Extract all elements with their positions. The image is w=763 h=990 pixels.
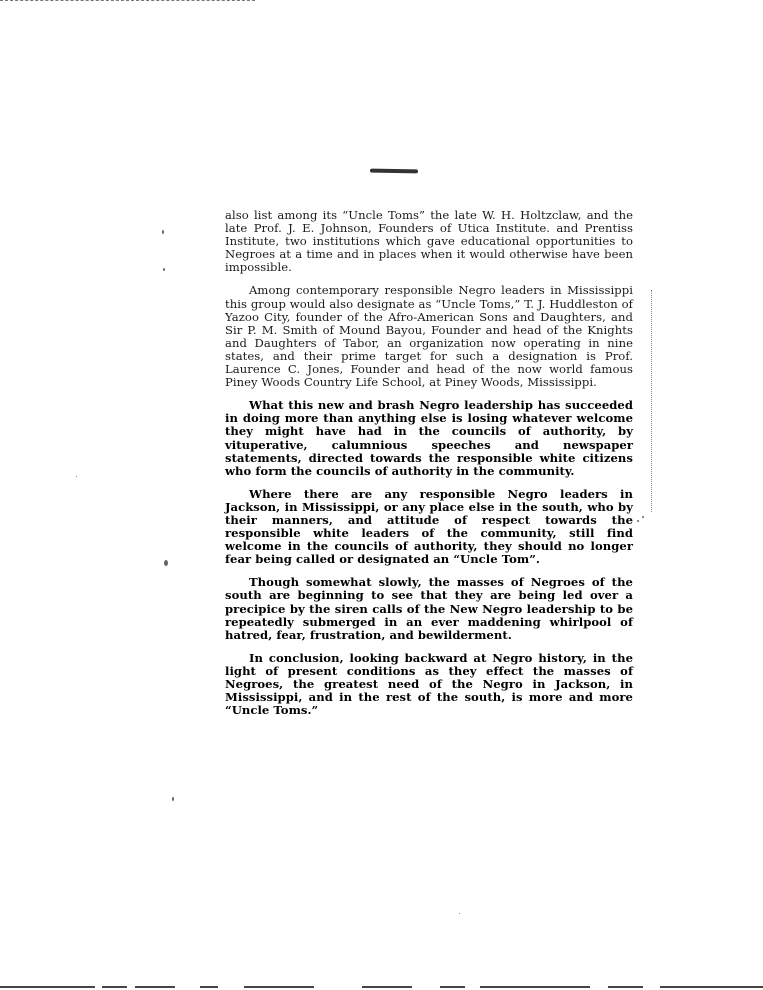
bottom-edge-line [440, 986, 465, 988]
margin-scan-line [651, 290, 652, 512]
bottom-edge-line [244, 986, 314, 988]
top-edge-perforation [0, 0, 255, 1]
scan-speck [459, 913, 460, 914]
bottom-edge-line [362, 986, 412, 988]
bottom-edge-line [200, 986, 218, 988]
paragraph-3: What this new and brash Negro leadership has succeeded in doing more than anything else is losing whatever welcome they might have had in the councils of authority, by vituperative, calumnious speeches and newspaper statements, directed towards the responsible white citizens who form the councils of authority in the community. [225, 398, 633, 478]
paragraph-2: Among contemporary responsible Negro leaders in Mississippi this group would also designate as “Uncle Toms,” T. J. Huddleston of Yazoo City, founder of the Afro-American Sons and Daughters, and Sir P. M. Smith of Mound Bayou, Founder and head of the Knights and Daughters of Tabor, an organization now operating in nine states, and their prime target for such a designation is Prof. Laurence C. Jones, Founder and head of the now world famous Piney Woods Country Life School, at Piney Woods, Mississippi. [225, 283, 633, 390]
bottom-edge-line [480, 986, 590, 988]
bottom-edge-line [135, 986, 175, 988]
bottom-edge-line [608, 986, 643, 988]
bottom-edge-line [660, 986, 763, 988]
paragraph-5: Though somewhat slowly, the masses of Negroes of the south are beginning to see that they are being led over a precipice by the siren calls of the New Negro leadership to be repeatedly submerged in an ever maddening whirlpool of hatred, fear, frustration, and bewilderment. [225, 575, 633, 642]
bottom-edge-line [102, 986, 127, 988]
scan-speck [162, 230, 164, 234]
scan-speck [163, 268, 165, 271]
scan-speck [76, 476, 77, 477]
scan-speck [637, 520, 639, 522]
header-mark [370, 169, 418, 174]
scan-speck [172, 797, 174, 801]
scan-speck [642, 516, 644, 518]
bottom-edge-line [0, 986, 95, 988]
scan-speck [164, 560, 168, 566]
document-body [225, 209, 633, 727]
paragraph-4: Where there are any responsible Negro leaders in Jackson, in Mississippi, or any place else in the south, who by their manners, and attitude of respect towards the responsible white leaders of the community, still find welcome in the councils of authority, they should no longer fear being called or designated an “Uncle Tom”. [225, 486, 633, 567]
paragraph-6: In conclusion, looking backward at Negro history, in the light of present conditions as they effect the masses of Negroes, the greatest need of the Negro in Jackson, in Mississippi, and in the rest of the south, is more and more “Uncle Toms.” [225, 650, 633, 718]
paragraph-1: also list among its “Uncle Toms” the late W. H. Holtzclaw, and the late Prof. J. E. Johnson, Founders of Utica Institute. and Prentiss Institute, two institutions which gave educational opportunities to Negroes at a time and in places when it would otherwise have been impossible. [225, 208, 633, 275]
